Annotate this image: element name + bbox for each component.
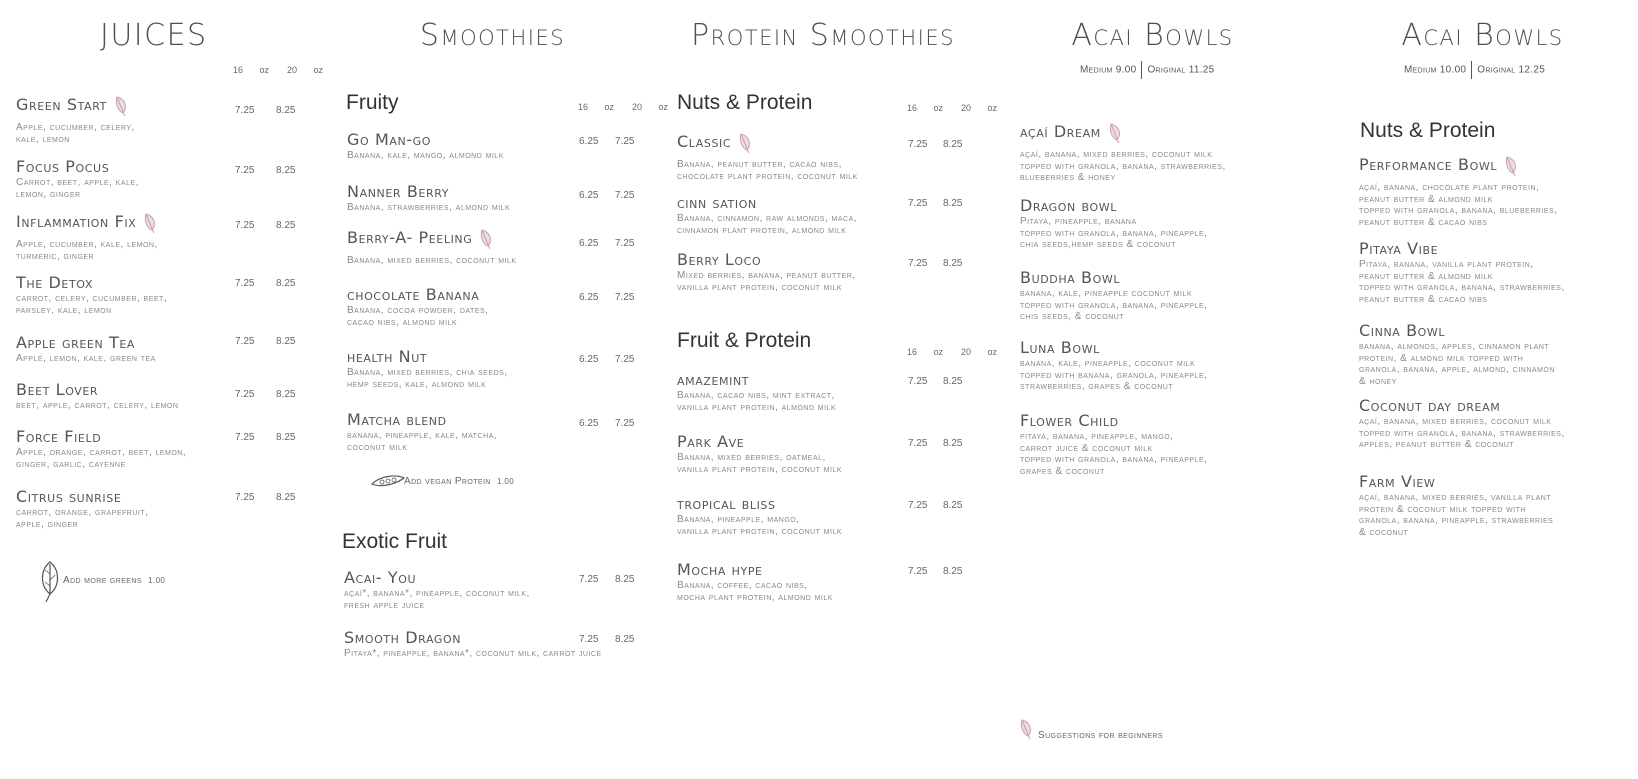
price-16: 7.25 [908, 566, 928, 577]
price-16: 7.25 [579, 634, 599, 645]
item-name: Cinna Bowl [1359, 321, 1446, 340]
beginner-leaf-icon [140, 212, 160, 239]
price-20: 7.25 [615, 354, 635, 365]
price-16: 7.25 [908, 376, 928, 387]
item-desc: Apple, cucumber, celery, [16, 122, 135, 133]
item-desc: apples, peanut butter & coconut [1359, 439, 1515, 450]
item-desc: topped with granola, banana, strawberries, [1020, 160, 1226, 172]
price-16: 7.25 [235, 220, 255, 231]
exotic-heading: Exotic Fruit [342, 530, 448, 553]
price-20: 8.25 [943, 438, 963, 449]
item-name: Green Start [16, 95, 135, 122]
price-16: 6.25 [579, 292, 599, 303]
list-item [344, 628, 602, 660]
divider [1141, 61, 1142, 79]
item-desc: grapes & coconut [1020, 465, 1105, 477]
list-item [1020, 268, 1207, 323]
fruit-sizes [907, 347, 1015, 357]
item-name: Coconut day dream [1359, 396, 1501, 415]
item-desc: lemon, ginger [16, 188, 81, 200]
item-desc: parsley, kale, lemon [16, 304, 112, 316]
list-item [347, 130, 504, 162]
price-16: 7.25 [908, 500, 928, 511]
item-desc: açaí, banana, mixed berries, coconut milk [1020, 149, 1213, 160]
nuts-heading: Nuts & Protein [677, 91, 813, 114]
list-item [16, 273, 167, 316]
item-name: açaí Dream [1020, 122, 1226, 149]
list-item [347, 228, 517, 267]
price-20: 8.25 [276, 278, 296, 289]
item-desc: banana, kale, pineapple, coconut milk [1020, 358, 1196, 369]
list-item [1020, 122, 1226, 184]
price-16: 7.25 [235, 492, 255, 503]
item-desc: Apple, lemon, kale, green tea [16, 353, 156, 364]
item-desc: vanilla plant protein, almond milk [677, 401, 837, 413]
item-name: Citrus sunrise [16, 487, 122, 506]
item-name: Berry-A- Peeling [347, 228, 517, 255]
item-desc: Banana, kale, mango, almond milk [347, 150, 504, 161]
item-desc: peanut butter & almond milk [1359, 270, 1493, 282]
beginner-legend: Suggestions for beginners [1038, 730, 1163, 741]
item-desc: Apple, cucumber, kale, lemon, [16, 239, 158, 250]
list-item [16, 95, 135, 145]
add-greens-note: Add more greens 1.00 [63, 575, 166, 586]
item-name: Luna Bowl [1020, 338, 1100, 357]
item-desc: Banana, mixed berries, oatmeal, [677, 452, 826, 463]
price-20: 8.25 [943, 198, 963, 209]
item-desc: fresh apple juice [344, 599, 425, 611]
item-desc: Banana, peanut butter, cacao nibs, [677, 159, 842, 170]
item-desc: Banana, cinnamon, raw almonds, maca, [677, 213, 858, 224]
list-item [16, 427, 186, 470]
item-desc: Pitaya, pineapple, banana [1020, 216, 1137, 227]
item-desc: topped with granola, banana, pineapple, [1020, 454, 1208, 465]
acai-title: Acai Bowls [1071, 18, 1234, 53]
item-desc: protein & coconut milk topped with [1359, 503, 1526, 515]
beginner-leaf-icon [476, 228, 496, 255]
item-desc: Mixed berries, banana, peanut butter, [677, 270, 856, 281]
item-name: Buddha Bowl [1020, 268, 1121, 287]
price-16: 7.25 [579, 574, 599, 585]
item-desc: vanilla plant protein, coconut milk [677, 525, 843, 537]
price-20: 8.25 [943, 376, 963, 387]
juices-title: JUICES [100, 18, 208, 53]
item-name: Dragon bowl [1020, 196, 1117, 215]
item-desc: Pitaya, banana, vanilla plant protein, [1359, 259, 1534, 270]
add-protein-note: Add vegan Protein 1.00 [404, 476, 515, 487]
list-item [1020, 338, 1207, 393]
item-desc: Banana, cacao nibs, mint extract, [677, 390, 835, 401]
item-desc: banana, kale, pineapple coconut milk [1020, 288, 1192, 299]
item-name: Force Field [16, 427, 102, 446]
item-desc: topped with granola, banana, blueberries, [1359, 205, 1558, 216]
item-name: Beet Lover [16, 380, 99, 399]
item-name: Farm View [1359, 472, 1436, 491]
item-name: Matcha blend [347, 410, 447, 429]
item-desc: Pitaya*, pineapple, banana*, coconut milk, carrot juice [344, 648, 602, 659]
fruity-sizes [578, 102, 686, 112]
list-item [1359, 155, 1558, 228]
item-desc: Banana, strawberries, almond milk [347, 202, 511, 213]
medium-price: Medium 10.00 [1404, 64, 1467, 76]
item-desc: topped with banana, granola, pineapple, [1020, 369, 1208, 381]
item-name: Nanner Berry [347, 182, 450, 201]
item-desc: beet, apple, carrot, celery, lemon [16, 400, 179, 411]
acai-size-prices [1404, 61, 1545, 79]
price-16: 6.25 [579, 238, 599, 249]
medium-price: Medium 9.00 [1080, 64, 1137, 76]
item-desc: carrot, celery, cucumber, beet, [16, 293, 168, 304]
price-20: 8.25 [276, 432, 296, 443]
item-name: Performance Bowl [1359, 155, 1558, 182]
item-name: cinn sation [677, 193, 757, 212]
price-20: 7.25 [615, 190, 635, 201]
price-16: 7.25 [908, 438, 928, 449]
item-desc: carrot juice & coconut milk [1020, 442, 1153, 454]
list-item [677, 560, 833, 603]
price-16: 7.25 [235, 432, 255, 443]
item-desc: granola, banana, apple, almond, cinnamon [1359, 364, 1555, 375]
nuts-protein-heading: Nuts & Protein [1360, 119, 1496, 142]
list-item [16, 380, 178, 412]
item-name: Focus Pocus [16, 157, 110, 176]
juices-sizes [233, 65, 341, 75]
item-name: The Detox [16, 273, 93, 292]
item-desc: carrot, orange, grapefruit, [16, 507, 149, 518]
list-item [677, 250, 856, 293]
list-item [677, 494, 842, 537]
beginner-leaf-icon [111, 95, 131, 122]
price-16: 7.25 [908, 198, 928, 209]
list-item [347, 347, 508, 390]
item-desc: Banana, pineapple, mango, [677, 514, 800, 525]
size-large: 20 oz [961, 347, 998, 357]
divider [1471, 61, 1472, 79]
list-item [1359, 396, 1565, 451]
nuts-sizes [907, 103, 1015, 113]
item-name: Inflammation Fix [16, 212, 160, 239]
item-desc: granola, banana, pineapple, strawberries [1359, 515, 1554, 526]
price-20: 8.25 [276, 336, 296, 347]
item-name: Apple green Tea [16, 333, 136, 352]
list-item [677, 193, 857, 236]
price-16: 7.25 [908, 258, 928, 269]
acai-size-prices [1080, 61, 1214, 79]
item-desc: hemp seeds, kale, almond milk [347, 378, 487, 390]
size-large: 20 oz [961, 103, 998, 113]
item-name: tropical bliss [677, 494, 776, 513]
item-desc: blueberries & honey [1020, 172, 1116, 183]
price-16: 7.25 [235, 389, 255, 400]
size-large: 20 oz [632, 102, 669, 112]
item-desc: Banana, mixed berries, coconut milk [347, 255, 517, 266]
list-item [16, 333, 156, 365]
list-item [677, 370, 836, 413]
item-desc: banana, almonds, apples, cinnamon plant [1359, 341, 1550, 352]
beginner-leaf-icon [735, 132, 755, 159]
size-small: 16 oz [233, 65, 270, 75]
item-desc: mocha plant protein, almond milk [677, 591, 833, 603]
item-desc: coconut milk [347, 441, 408, 453]
item-name: Pitaya Vibe [1359, 239, 1439, 258]
price-16: 6.25 [579, 190, 599, 201]
price-20: 8.25 [276, 220, 296, 231]
beginner-leaf-icon [1501, 155, 1521, 182]
protein-title: Protein Smoothies [691, 18, 955, 53]
price-20: 8.25 [615, 634, 635, 645]
item-desc: & honey [1359, 375, 1397, 387]
price-16: 6.25 [579, 136, 599, 147]
price-20: 8.25 [943, 258, 963, 269]
pea-pod-icon [370, 472, 406, 495]
list-item [347, 182, 510, 214]
price-16: 7.25 [235, 165, 255, 176]
item-desc: Banana, coffee, cacao nibs, [677, 580, 808, 591]
price-20: 7.25 [615, 292, 635, 303]
item-desc: vanilla plant protein, coconut milk [677, 463, 843, 475]
price-20: 7.25 [615, 136, 635, 147]
list-item [677, 132, 858, 182]
item-name: amazemint [677, 370, 750, 389]
item-desc: pitaya, banana, pineapple, mango, [1020, 431, 1174, 442]
smoothies-title: Smoothies [419, 18, 566, 53]
price-20: 8.25 [615, 574, 635, 585]
price-20: 7.25 [615, 418, 635, 429]
price-16: 7.25 [235, 278, 255, 289]
size-large: 20 oz [287, 65, 324, 75]
item-name: Mocha hype [677, 560, 763, 579]
item-desc: Apple, orange, carrot, beet, lemon, [16, 447, 187, 458]
item-name: Go Man-go [347, 130, 432, 149]
item-desc: cinnamon plant protein, almond milk [677, 224, 847, 236]
item-desc: topped with granola, banana, pineapple, [1020, 227, 1208, 239]
list-item [16, 157, 139, 200]
item-name: Acai- You [344, 568, 417, 587]
original-price: Original 11.25 [1147, 64, 1215, 76]
list-item [16, 212, 160, 262]
acai-title: Acai Bowls [1401, 18, 1564, 53]
item-desc: açaí*, banana*, pineapple, coconut milk, [344, 588, 530, 599]
list-item [347, 410, 497, 453]
list-item [1020, 196, 1207, 251]
item-desc: vanilla plant protein, coconut milk [677, 281, 843, 293]
list-item [1359, 472, 1553, 538]
price-16: 7.25 [235, 336, 255, 347]
item-desc: & coconut [1359, 526, 1409, 538]
price-16: 6.25 [579, 418, 599, 429]
item-desc: Carrot, beet, apple, kale, [16, 177, 139, 188]
item-desc: chocolate plant protein, coconut milk [677, 170, 858, 182]
item-desc: topped with granola, banana, strawberries, [1359, 282, 1565, 293]
price-20: 8.25 [943, 139, 963, 150]
original-price: Original 12.25 [1477, 64, 1546, 76]
item-name: chocolate Banana [347, 285, 480, 304]
item-desc: turmeric, ginger [16, 250, 95, 262]
price-20: 8.25 [276, 165, 296, 176]
price-16: 7.25 [908, 139, 928, 150]
item-desc: peanut butter & cacao nibs [1359, 216, 1488, 228]
item-name: Smooth Dragon [344, 628, 462, 647]
list-item [1359, 321, 1555, 387]
item-desc: peanut butter & almond milk [1359, 193, 1493, 205]
price-20: 8.25 [276, 492, 296, 503]
price-16: 6.25 [579, 354, 599, 365]
item-name: Park Ave [677, 432, 745, 451]
list-item [347, 285, 488, 328]
item-desc: chia seeds,hemp seeds & coconut [1020, 239, 1176, 250]
list-item [677, 432, 842, 475]
item-desc: topped with granola, banana, strawberries, [1359, 427, 1565, 439]
list-item [344, 568, 530, 611]
item-name: Flower Child [1020, 411, 1119, 430]
size-small: 16 oz [907, 103, 944, 113]
item-desc: Banana, cocoa powder, dates, [347, 305, 489, 316]
item-desc: peanut butter & cacao nibs [1359, 293, 1488, 305]
list-item [16, 487, 148, 530]
price-20: 7.25 [615, 238, 635, 249]
price-20: 8.25 [943, 500, 963, 511]
list-item [1020, 411, 1207, 477]
item-desc: strawberries, grapes & coconut [1020, 381, 1174, 392]
fruit-protein-heading: Fruit & Protein [677, 329, 812, 352]
item-desc: cacao nibs, almond milk [347, 316, 458, 328]
beginner-leaf-icon [1016, 718, 1036, 745]
price-20: 8.25 [276, 389, 296, 400]
item-desc: açaí, banana, chocolate plant protein, [1359, 182, 1540, 193]
item-name: health Nut [347, 347, 428, 366]
price-20: 8.25 [943, 566, 963, 577]
item-desc: protein, & almond milk topped with [1359, 352, 1524, 364]
beginner-leaf-icon [1105, 122, 1125, 149]
item-desc: apple, ginger [16, 518, 79, 530]
list-item [1359, 239, 1565, 305]
price-16: 7.25 [235, 105, 255, 116]
item-name: Berry Loco [677, 250, 762, 269]
greens-leaf-icon [38, 560, 62, 609]
item-desc: ginger, garlic, cayenne [16, 458, 126, 470]
item-desc: banana, pineapple, kale, matcha, [347, 430, 498, 441]
price-20: 8.25 [276, 105, 296, 116]
item-name: Classic [677, 132, 858, 159]
size-small: 16 oz [578, 102, 615, 112]
item-desc: Banana, mixed berries, chia seeds, [347, 367, 508, 378]
size-small: 16 oz [907, 347, 944, 357]
item-desc: açaí, banana, mixed berries, coconut milk [1359, 416, 1552, 427]
item-desc: topped with granola, banana, pineapple, [1020, 299, 1208, 311]
fruity-heading: Fruity [346, 91, 399, 114]
item-desc: kale, lemon [16, 133, 70, 145]
item-desc: açaí, banana, mixed berries, vanilla plant [1359, 492, 1552, 503]
item-desc: chis seeds, & coconut [1020, 311, 1125, 322]
